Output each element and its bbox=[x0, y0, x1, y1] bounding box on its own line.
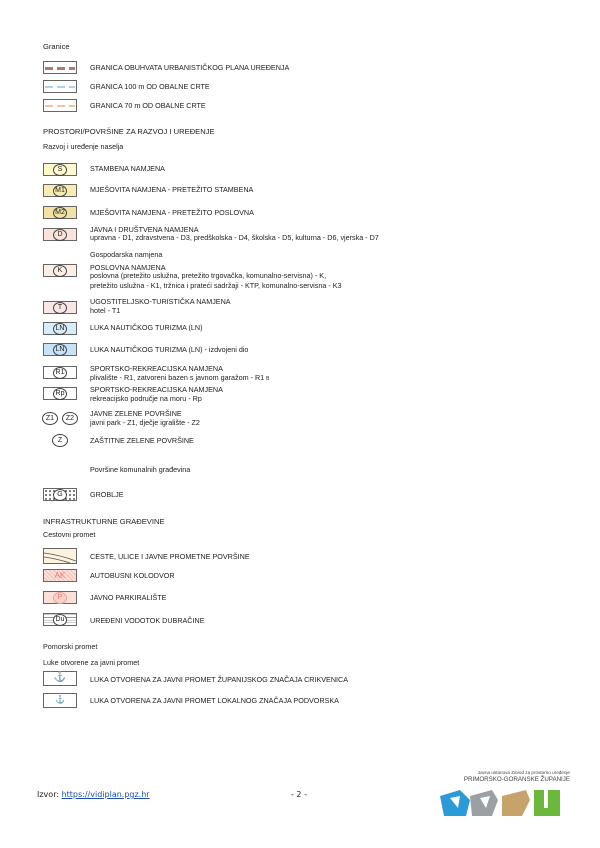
zone-code: R1 bbox=[53, 367, 67, 379]
zone-code: T bbox=[53, 302, 67, 314]
boundary-70m-swatch bbox=[43, 99, 77, 112]
parking-swatch bbox=[43, 591, 77, 604]
zone-r1-desc: plivalište - R1, zatvoreni bazen s javnom garažom - R1 B bbox=[90, 373, 270, 382]
zone-s-swatch bbox=[43, 163, 77, 176]
zone-d-desc: upravna - D1, zdravstvena - D3, predškolska - D4, školska - D5, kulturna - D6, vjerska - D7 bbox=[90, 233, 379, 242]
section-infrastruktura: INFRASTRUKTURNE GRAĐEVINE bbox=[43, 517, 165, 526]
groblje-swatch bbox=[43, 488, 77, 501]
zone-code: LN bbox=[53, 323, 67, 335]
port-podvorska-swatch bbox=[43, 693, 77, 708]
zone-code: S bbox=[53, 164, 67, 176]
zone-d-label: JAVNA I DRUŠTVENA NAMJENA bbox=[90, 225, 199, 234]
port-crikvenica-swatch bbox=[43, 671, 77, 686]
zone-z2-circle: Z2 bbox=[62, 412, 78, 425]
source-label: Izvor: bbox=[37, 790, 60, 799]
zone-s-label: STAMBENA NAMJENA bbox=[90, 164, 165, 173]
zone-z-circle: Z bbox=[52, 434, 68, 447]
zone-code: LN bbox=[53, 344, 67, 356]
boundary-100m-label: GRANICA 100 m OD OBALNE CRTE bbox=[90, 82, 210, 91]
zone-z-label: ZAŠTITNE ZELENE POVRŠINE bbox=[90, 436, 194, 445]
section-luke: Luke otvorene za javni promet bbox=[43, 658, 140, 667]
boundary-100m-swatch bbox=[43, 80, 77, 93]
zone-t-label: UGOSTITELJSKO-TURISTIČKA NAMJENA bbox=[90, 297, 231, 306]
zone-ln2-label: LUKA NAUTIČKOG TURIZMA (LN) - izdvojeni dio bbox=[90, 345, 249, 354]
parking-code: P bbox=[53, 592, 67, 604]
zone-m2-swatch bbox=[43, 206, 77, 219]
zone-code: M2 bbox=[53, 207, 67, 219]
boundary-plan-swatch bbox=[43, 61, 77, 74]
zone-r1-label: SPORTSKO-REKREACIJSKA NAMJENA bbox=[90, 364, 223, 373]
zone-z1-circle: Z1 bbox=[42, 412, 58, 425]
groblje-code: G bbox=[53, 489, 67, 501]
section-gospodarska: Gospodarska namjena bbox=[90, 250, 163, 259]
zone-k-desc: poslovna (pretežito uslužna, pretežito trgovačka, komunalno-servisna) - K, bbox=[90, 271, 327, 280]
logo-line2: PRIMORSKO-GORANSKE ŽUPANIJE bbox=[463, 776, 570, 783]
zone-t-desc: hotel - T1 bbox=[90, 306, 121, 315]
logo bbox=[440, 770, 570, 818]
section-granice: Granice bbox=[43, 42, 70, 51]
port-crikvenica-label: LUKA OTVORENA ZA JAVNI PROMET ŽUPANIJSKOG ZNAČAJA CRIKVENICA bbox=[90, 675, 349, 684]
logo-mark bbox=[440, 786, 566, 818]
zone-code: K bbox=[53, 265, 67, 277]
bus-station-swatch bbox=[43, 569, 77, 582]
zone-ln2-swatch bbox=[43, 343, 77, 356]
anchor-icon: ⚓ bbox=[55, 695, 65, 704]
zone-rp-swatch bbox=[43, 387, 77, 400]
section-komunalne: Površine komunalnih građevina bbox=[90, 465, 191, 474]
groblje-label: GROBLJE bbox=[90, 490, 124, 499]
zone-z1z2-symbol bbox=[42, 412, 78, 426]
road-swatch bbox=[43, 548, 77, 564]
zone-ln-swatch bbox=[43, 322, 77, 335]
zone-m1-label: MJEŠOVITA NAMJENA - PRETEŽITO STAMBENA bbox=[90, 185, 254, 194]
logo-line1: Javna ustanova Zavod za prostorno uređenje bbox=[477, 770, 570, 775]
source-line bbox=[37, 790, 150, 799]
zone-t-swatch bbox=[43, 301, 77, 314]
boundary-70m-label: GRANICA 70 m OD OBALNE CRTE bbox=[90, 101, 206, 110]
zone-m2-label: MJEŠOVITA NAMJENA - PRETEŽITO POSLOVNA bbox=[90, 208, 254, 217]
section-prostori: PROSTORI/POVRŠINE ZA RAZVOJ I UREĐENJE bbox=[43, 127, 215, 136]
zone-z1z2-label: JAVNE ZELENE POVRŠINE bbox=[90, 409, 182, 418]
section-razvoj: Razvoj i uređenje naselja bbox=[43, 142, 124, 151]
zone-k-desc2: pretežito uslužna - K1, tržnica i prateći sadržaji - KTP, komunalno-servisna - K3 bbox=[90, 281, 342, 290]
zone-k-swatch bbox=[43, 264, 77, 277]
source-link[interactable]: https://vidiplan.pgz.hr bbox=[61, 790, 150, 799]
watercourse-swatch bbox=[43, 613, 77, 626]
zone-code: M1 bbox=[53, 185, 67, 197]
anchor-icon: ⚓ bbox=[53, 672, 67, 683]
zone-rp-label: SPORTSKO-REKREACIJSKA NAMJENA bbox=[90, 385, 223, 394]
road-curve-icon bbox=[44, 549, 76, 563]
bus-station-label: AUTOBUSNI KOLODVOR bbox=[90, 571, 175, 580]
zone-ln-label: LUKA NAUTIČKOG TURIZMA (LN) bbox=[90, 323, 203, 332]
parking-label: JAVNO PARKIRALIŠTE bbox=[90, 593, 167, 602]
zone-r1-swatch bbox=[43, 366, 77, 379]
road-label: CESTE, ULICE I JAVNE PROMETNE POVRŠINE bbox=[90, 552, 250, 561]
boundary-plan-label: GRANICA OBUHVATA URBANISTIČKOG PLANA UREĐENJA bbox=[90, 63, 290, 72]
section-cestovni: Cestovni promet bbox=[43, 530, 96, 539]
page-number: - 2 - bbox=[291, 790, 307, 799]
section-pomorski: Pomorski promet bbox=[43, 642, 98, 651]
watercourse-code: Du bbox=[53, 614, 67, 626]
port-podvorska-label: LUKA OTVORENA ZA JAVNI PROMET LOKALNOG ZNAČAJA PODVORSKA bbox=[90, 696, 339, 705]
zone-m1-swatch bbox=[43, 184, 77, 197]
zone-k-label: POSLOVNA NAMJENA bbox=[90, 263, 166, 272]
zone-code: Rp bbox=[53, 388, 67, 400]
zone-rp-desc: rekreacijsko područje na moru - Rp bbox=[90, 394, 202, 403]
bus-station-code: AK bbox=[54, 571, 66, 580]
zone-d-swatch bbox=[43, 228, 77, 241]
zone-code: D bbox=[53, 229, 67, 241]
zone-z1z2-desc: javni park - Z1, dječje igralište - Z2 bbox=[90, 418, 200, 427]
watercourse-label: UREĐENI VODOTOK DUBRAČINE bbox=[90, 616, 205, 625]
